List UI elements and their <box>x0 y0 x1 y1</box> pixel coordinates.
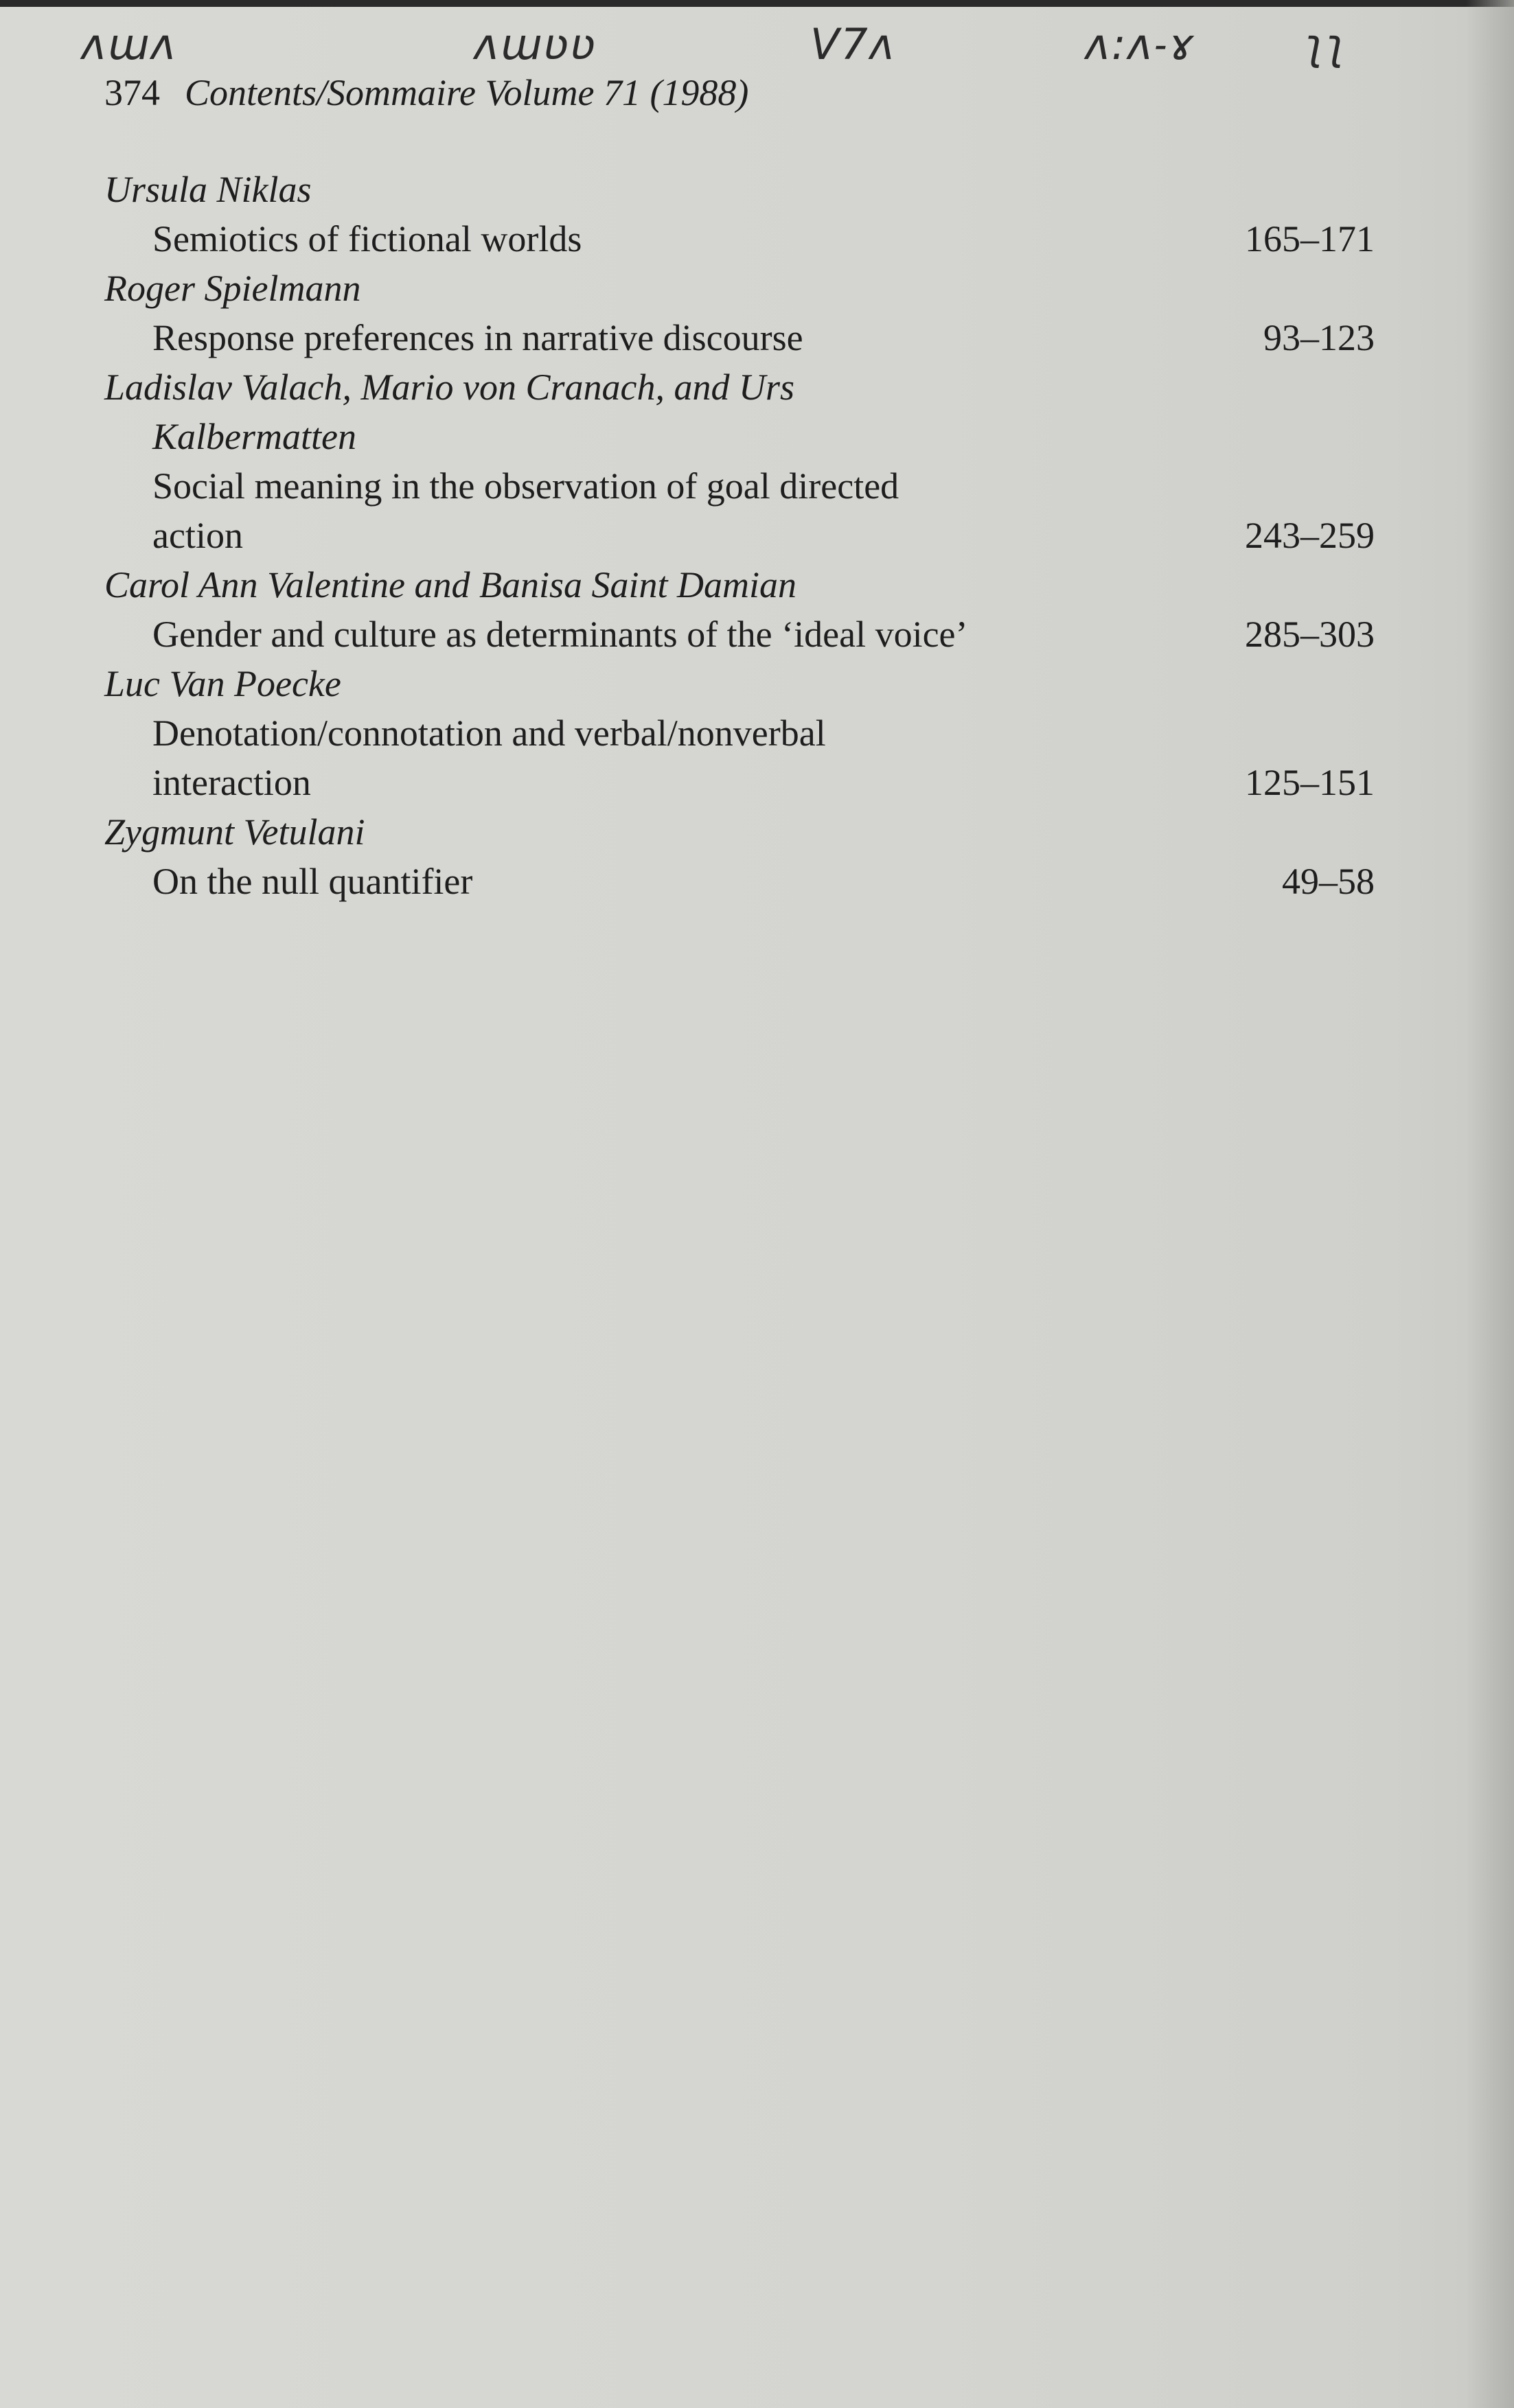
page-number: 374 <box>104 72 160 113</box>
entry-pages: 243–259 <box>1245 515 1375 556</box>
handwritten-note: ʌɯʋʋ <box>474 19 597 69</box>
entry-author: Ursula Niklas <box>104 169 312 210</box>
entry-title-row <box>104 214 1375 264</box>
contents-entry <box>104 165 1375 264</box>
entry-title: On the null quantifier <box>152 861 473 902</box>
running-head <box>104 69 748 117</box>
contents-entry <box>104 807 1375 906</box>
handwritten-note: V7ʌ <box>810 19 896 69</box>
running-head-title: Contents/Sommaire Volume 71 (1988) <box>185 72 749 113</box>
entry-title: Gender and culture as determinants of the ‘ideal voice’ <box>152 614 968 655</box>
entry-pages: 93–123 <box>1263 317 1375 358</box>
entry-pages: 125–151 <box>1245 762 1375 803</box>
contents-list <box>104 165 1375 906</box>
entry-title-line <box>104 461 1375 511</box>
entry-title: Semiotics of fictional worlds <box>152 218 582 259</box>
entry-author: Carol Ann Valentine and Banisa Saint Damian <box>104 564 796 605</box>
entry-title-row <box>104 511 1375 560</box>
entry-author-continued: Kalbermatten <box>152 416 356 457</box>
entry-title: Response preferences in narrative discourse <box>152 317 803 358</box>
entry-title-continued: action <box>152 515 243 556</box>
handwritten-note: ʌɯʌ <box>81 19 177 69</box>
entry-author: Ladislav Valach, Mario von Cranach, and Urs <box>104 367 794 408</box>
entry-title-line <box>104 708 1375 758</box>
entry-pages: 165–171 <box>1245 218 1375 259</box>
entry-title-row <box>104 758 1375 807</box>
entry-author: Luc Van Poecke <box>104 663 341 704</box>
handwritten-note: ʅʅ <box>1305 19 1347 69</box>
entry-title-continued: interaction <box>152 762 311 803</box>
entry-title-row <box>104 313 1375 362</box>
entry-title: Denotation/connotation and verbal/nonverbal <box>152 713 826 754</box>
contents-entry <box>104 659 1375 807</box>
contents-entry <box>104 560 1375 659</box>
contents-entry <box>104 362 1375 560</box>
entry-pages: 285–303 <box>1245 614 1375 655</box>
entry-title-row <box>104 610 1375 659</box>
entry-title-row <box>104 857 1375 906</box>
entry-pages: 49–58 <box>1282 861 1375 902</box>
entry-author: Zygmunt Vetulani <box>104 811 365 853</box>
entry-author: Roger Spielmann <box>104 268 361 309</box>
page-top-edge <box>0 0 1514 7</box>
entry-title: Social meaning in the observation of goal directed <box>152 465 899 507</box>
handwritten-note: ʌ:ʌ˗ɤ <box>1085 19 1195 69</box>
binding-shadow <box>1466 0 1514 2408</box>
contents-entry <box>104 264 1375 362</box>
